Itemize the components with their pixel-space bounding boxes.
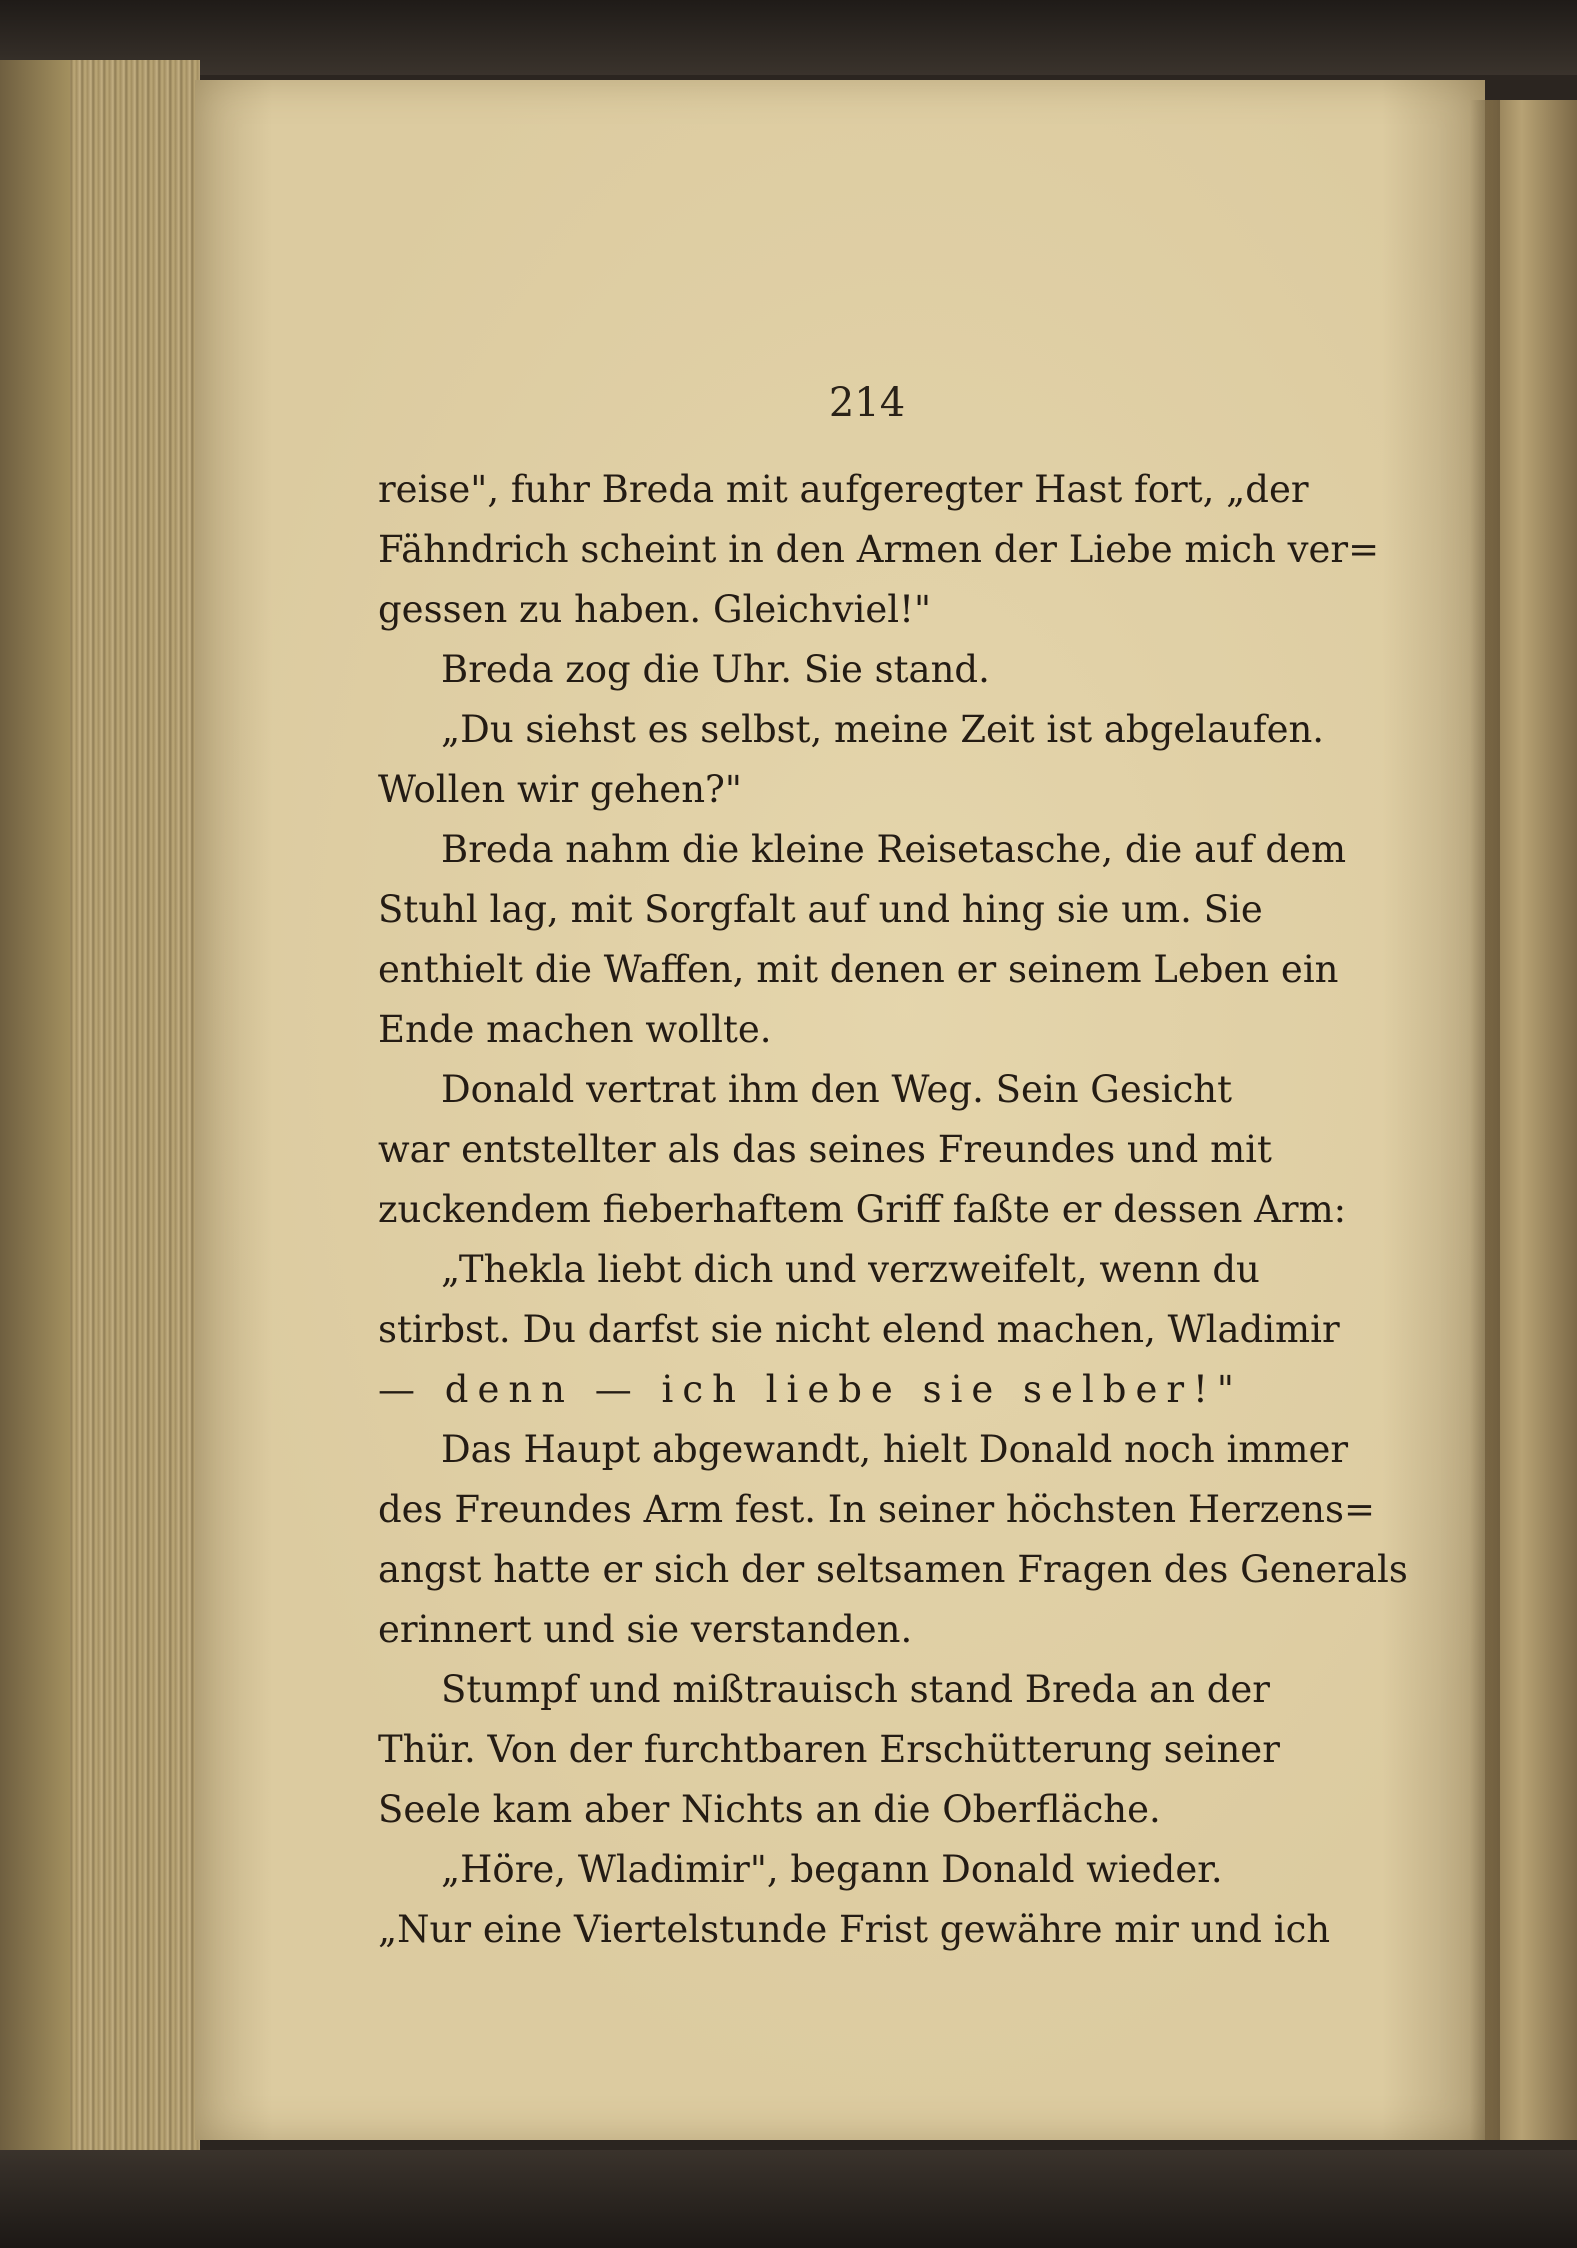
text-line: Seele kam aber Nichts an die Oberfläche.: [378, 1788, 1161, 1831]
text-line: Ende machen wollte.: [378, 1008, 772, 1051]
background-bottom: [0, 2150, 1577, 2248]
text-line: des Freundes Arm fest. In seiner höchsten Herzens=: [378, 1488, 1375, 1531]
page-number: 214: [828, 380, 906, 426]
text-line: angst hatte er sich der seltsamen Fragen des Generals: [378, 1548, 1408, 1591]
text-line: — denn — ich liebe sie selber!": [378, 1368, 1243, 1411]
text-line: reise", fuhr Breda mit aufgeregter Hast fort, „der: [378, 468, 1309, 511]
text-line: Stumpf und mißtrauisch stand Breda an der: [441, 1668, 1270, 1711]
text-line: gessen zu haben. Gleichviel!": [378, 588, 931, 631]
text-line: Wollen wir gehen?": [378, 768, 742, 811]
text-line: Stuhl lag, mit Sorgfalt auf und hing sie um. Sie: [378, 888, 1263, 931]
text-line: Breda nahm die kleine Reisetasche, die auf dem: [441, 828, 1347, 871]
text-line: erinnert und sie verstanden.: [378, 1608, 913, 1651]
text-line: war entstellter als das seines Freundes und mit: [378, 1128, 1272, 1171]
background-top: [0, 0, 1577, 75]
text-line: „Nur eine Viertelstunde Frist gewähre mir und ich: [378, 1908, 1331, 1951]
text-line: Das Haupt abgewandt, hielt Donald noch immer: [441, 1428, 1349, 1471]
page-stack-edge: [0, 60, 70, 2150]
text-line: Donald vertrat ihm den Weg. Sein Gesicht: [441, 1068, 1233, 1111]
text-line: zuckendem fieberhaftem Griff faßte er dessen Arm:: [378, 1188, 1347, 1231]
text-line: „Du siehst es selbst, meine Zeit ist abgelaufen.: [441, 708, 1325, 751]
text-line: „Thekla liebt dich und verzweifelt, wenn du: [441, 1248, 1260, 1291]
text-line: Fähndrich scheint in den Armen der Liebe mich ver=: [378, 528, 1380, 571]
gutter-shadow: [1470, 100, 1500, 2140]
text-line: stirbst. Du darfst sie nicht elend machen, Wladimir: [378, 1308, 1340, 1351]
text-line: Breda zog die Uhr. Sie stand.: [441, 648, 990, 691]
text-line: Thür. Von der furchtbaren Erschütterung seiner: [378, 1728, 1280, 1771]
text-line: enthielt die Waffen, mit denen er seinem Leben ein: [378, 948, 1339, 991]
book-page: [195, 80, 1485, 2140]
page-text: [378, 460, 1408, 1960]
text-line: „Höre, Wladimir", begann Donald wieder.: [441, 1848, 1223, 1891]
